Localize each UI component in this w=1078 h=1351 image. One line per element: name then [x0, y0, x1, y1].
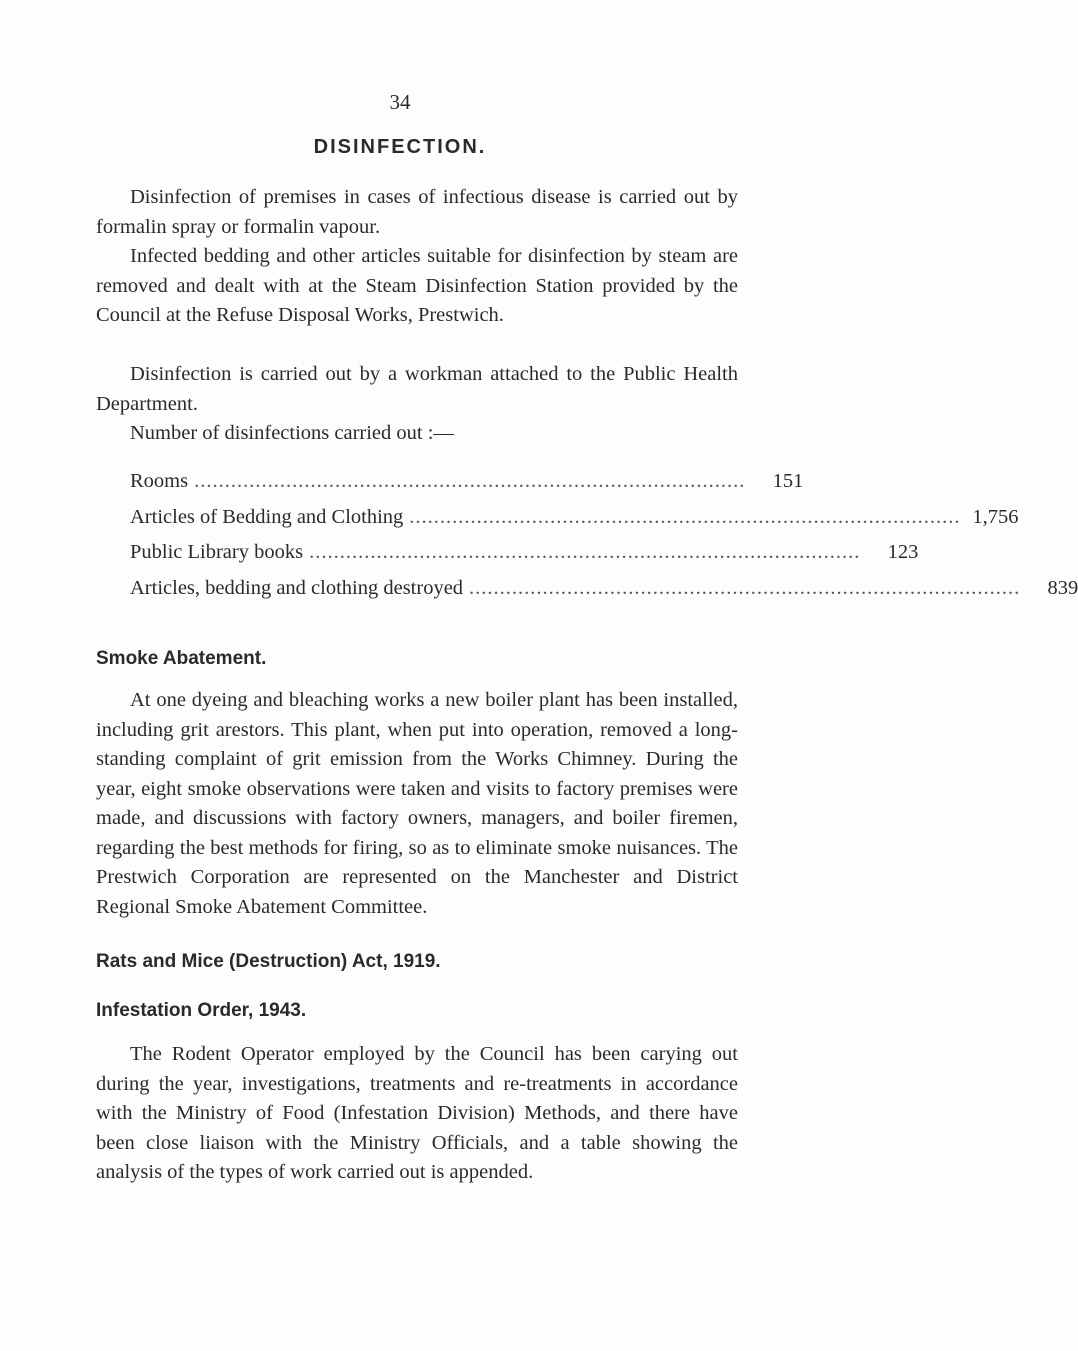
disinfections-table — [130, 470, 1078, 612]
row-value: 1,756 — [972, 505, 1019, 528]
table-row — [130, 505, 1019, 542]
page-title: DISINFECTION. — [313, 136, 487, 158]
paragraph-workman-text: Disinfection is carried out by a workman attached to the Public Health Department. — [96, 363, 738, 415]
infestation-heading: Infestation Order, 1943. — [96, 1000, 307, 1021]
row-label: Rooms — [130, 470, 189, 492]
paragraph-steam — [96, 242, 738, 331]
dot-leader: .......................................................................................... — [309, 541, 861, 563]
dot-leader: .......................................................................................... — [469, 576, 1021, 599]
paragraph-rodent-text: The Rodent Operator employed by the Council has been carying out during the year, investigations, treatments and re-treatments in accordance with the Ministry of Food (Infestation Division) Methods, and there have been close liaison with the Ministry Officials, and a table showing the analysis of the types of work carried out is appended. — [96, 1043, 738, 1183]
table-row — [130, 541, 919, 577]
dot-leader: .......................................................................................... — [194, 470, 746, 492]
row-value: 123 — [887, 541, 919, 563]
paragraph-formalin — [96, 183, 738, 242]
table-row — [130, 470, 804, 506]
dot-leader: .......................................................................................... — [409, 505, 961, 528]
rats-heading: Rats and Mice (Destruction) Act, 1919. — [96, 951, 441, 972]
smoke-heading: Smoke Abatement. — [96, 648, 267, 669]
paragraph-formalin-text: Disinfection of premises in cases of infectious disease is carried out by formalin spray or formalin vapour. — [96, 186, 738, 238]
paragraph-smoke — [96, 686, 738, 922]
row-value: 839 — [1047, 576, 1078, 599]
row-label: Articles of Bedding and Clothing — [130, 505, 404, 528]
paragraph-steam-text: Infected bedding and other articles suitable for disinfection by steam are removed and dealt with at the Steam Disinfection Station provided by the Council at the Refuse Disposal Works, Prestwich. — [96, 245, 738, 326]
paragraph-smoke-text: At one dyeing and bleaching works a new boiler plant has been installed, including grit arestors. This plant, when put into operation, removed a long-standing complaint of grit emission from the Works Chimney. During the year, eight smoke observations were taken and visits to factory premises were made, and discussions with factory owners, managers, and boiler firemen, regarding the best methods for firing, so as to eliminate smoke nuisances. The Prestwich Corporation are represented on the Manchester and District Regional Smoke Abatement Committee. — [96, 689, 738, 918]
table-row — [130, 576, 1078, 613]
row-value: 151 — [772, 470, 804, 492]
disinfections-intro: Number of disinfections carried out :— — [130, 422, 454, 444]
row-label: Articles, bedding and clothing destroyed — [130, 576, 464, 599]
paragraph-workman — [96, 360, 738, 419]
paragraph-rodent — [96, 1040, 738, 1188]
row-label: Public Library books — [130, 541, 304, 563]
page-number: 34 — [389, 90, 411, 114]
